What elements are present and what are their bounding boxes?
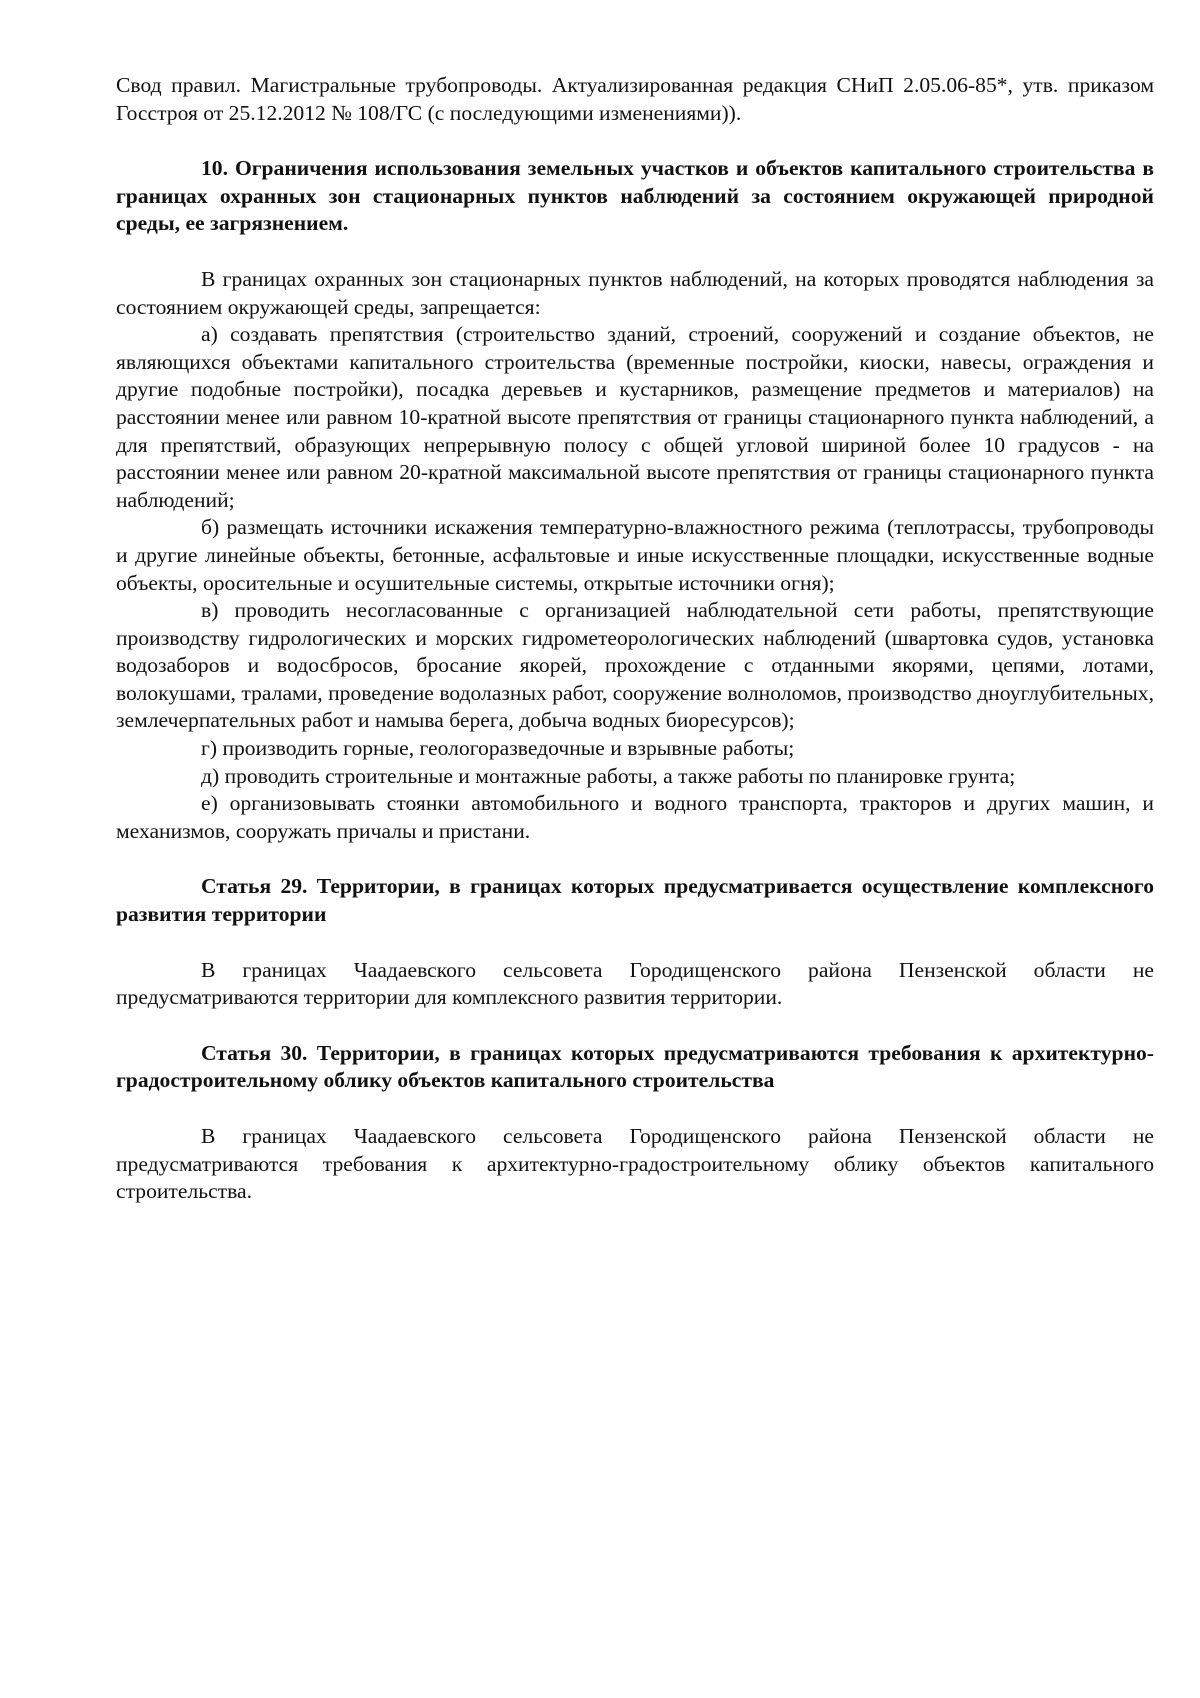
spacer [116,929,1154,957]
article-30-heading: Статья 30. Территории, в границах которых предусматриваются требования к архитектурно-градостроительному облику объектов капитального строительства [116,1040,1154,1093]
section-10-item-d: д) проводить строительные и монтажные работы, а также работы по планировке грунта; [201,763,1016,788]
spacer [116,1095,1154,1123]
section-10-item-b: б) размещать источники искажения температурно-влажностного режима (теплотрассы, трубопроводы и другие линейные объекты, бетонные, асфальтовые и иные искусственные площадки, искусственные водные объекты, оросительные и осушительные системы, открытые источники огня); [116,515,1154,595]
spacer [116,845,1154,873]
spacer [116,238,1154,266]
spacer [116,1012,1154,1040]
spacer [116,127,1154,155]
article-30-text: В границах Чаадаевского сельсовета Городищенского района Пензенской области не предусматриваются требования к архитектурно-градостроительному облику объектов капитального строительства. [116,1124,1154,1204]
article-29-heading: Статья 29. Территории, в границах которых предусматривается осуществление комплексного развития территории [116,874,1154,927]
article-29-text: В границах Чаадаевского сельсовета Городищенского района Пензенской области не предусматриваются территории для комплексного развития территории. [116,957,1154,1010]
section-10-item-e: е) организовывать стоянки автомобильного и водного транспорта, тракторов и других машин, и механизмов, сооружать причалы и пристани. [116,791,1154,843]
section-10-lead: В границах охранных зон стационарных пунктов наблюдений, на которых проводятся наблюдения за состоянием окружающей среды, запрещается: [116,266,1154,319]
section-10-item-v: в) проводить несогласованные с организацией наблюдательной сети работы, препятствующие производству гидрологических и морских гидрометеорологических наблюдений (швартовка судов, установка водозаборов и водосбросов, бросание якорей, прохождение с отданными якорями, цепями, лотами, волокушами, тралами, проведение водолазных работ, сооружение волноломов, производство дноуглубительных, землечерпательных работ и намыва берега, добыча водных биоресурсов); [116,598,1154,733]
section-10-item-a: а) создавать препятствия (строительство зданий, строений, сооружений и создание объектов, не являющихся объектами капитального строительства (временные постройки, киоски, навесы, ограждения и другие подобные постройки), посадка деревьев и кустарников, размещение предметов и материалов) на расстоянии менее или равном 10-кратной высоте препятствия от границы стационарного пункта наблюдений, а для препятствий, образующих непрерывную полосу с общей угловой шириной более 10 градусов - на расстоянии менее или равном 20-кратной максимальной высоте препятствия от границы стационарного пункта наблюдений; [116,322,1154,512]
intro-paragraph: Свод правил. Магистральные трубопроводы. Актуализированная редакция СНиП 2.05.06-85*, утв. приказом Госстроя от 25.12.2012 № 108/ГС (с последующими изменениями)). [116,73,1154,125]
section-10-item-g: г) производить горные, геологоразведочные и взрывные работы; [201,736,795,761]
section-10-heading: 10. Ограничения использования земельных участков и объектов капитального строительства в границах охранных зон стационарных пунктов наблюдений за состоянием окружающей природной среды, ее загрязнением. [116,156,1154,236]
